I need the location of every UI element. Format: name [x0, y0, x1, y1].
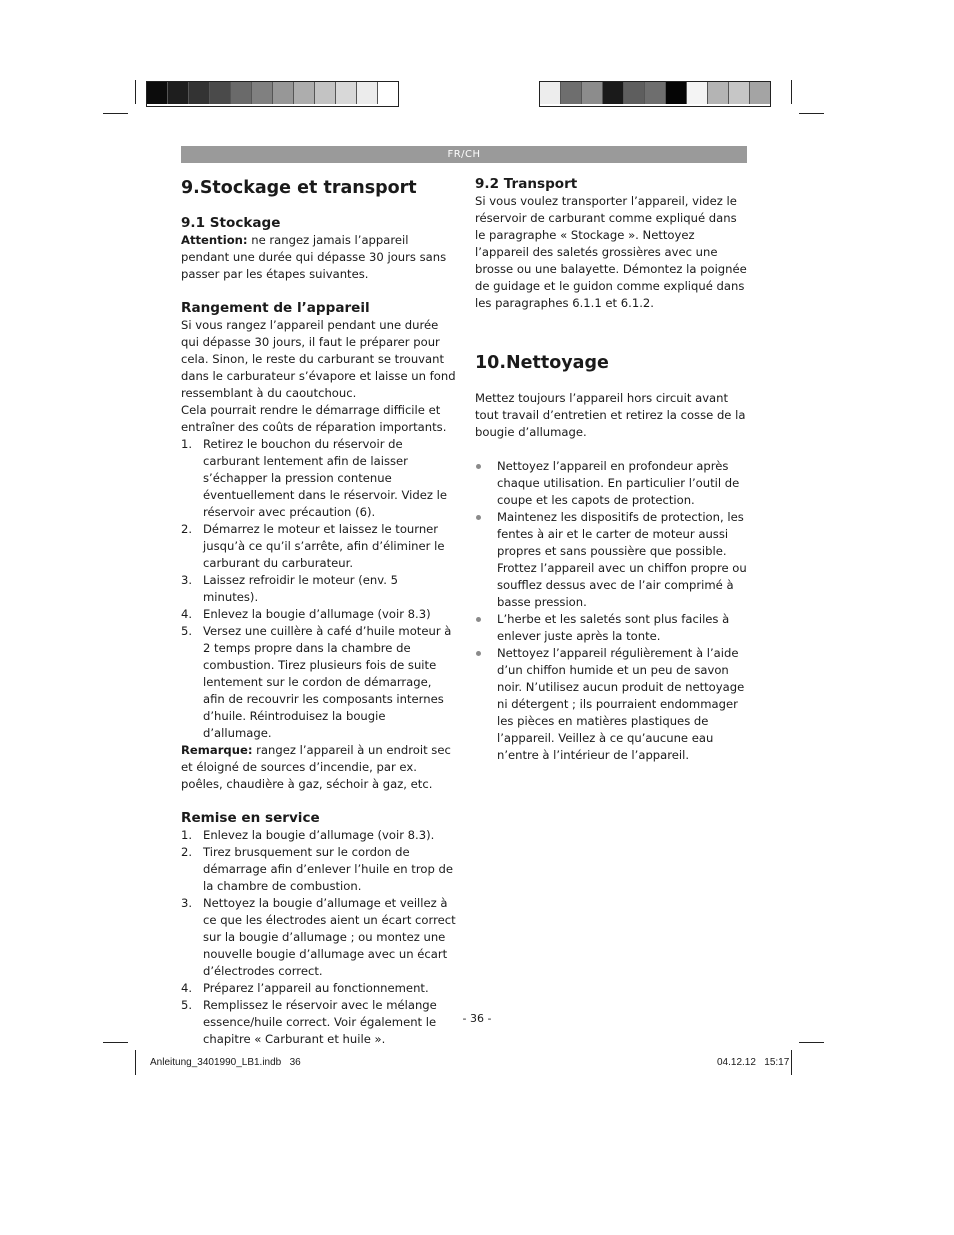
- color-swatch: [147, 82, 168, 104]
- color-swatch: [231, 82, 252, 104]
- color-swatch: [315, 82, 336, 104]
- section-10-title: 10.Nettoyage: [475, 353, 609, 373]
- list-item: 1. Retirez le bouchon du réservoir de carburant lentement afin de laisser s’échapper la pression contenue éventuellement dans le réservoir. Videz le réservoir avec précaution (6).: [181, 437, 448, 519]
- list-item: 2. Tirez brusquement sur le cordon de démarrage afin d’enlever l’huile en trop de la chambre de combustion.: [181, 845, 453, 893]
- footer-file-info: Anleitung_3401990_LB1.indb 36: [150, 1057, 301, 1068]
- color-swatch: [666, 82, 687, 104]
- list-item: 3. Laissez refroidir le moteur (env. 5 minutes).: [181, 573, 398, 604]
- rangement-steps: [181, 436, 456, 742]
- remark-label: Remarque:: [181, 743, 253, 757]
- page-number: - 36 -: [462, 1012, 492, 1025]
- color-bar-left: [146, 81, 399, 107]
- left-column: [181, 176, 456, 1048]
- color-swatch: [357, 82, 378, 104]
- footer-timestamp: 04.12.12 15:17: [717, 1057, 790, 1068]
- color-bar-right: [539, 81, 771, 107]
- bullet-icon: [476, 515, 481, 520]
- list-item: 4. Enlevez la bougie d’allumage (voir 8.3): [181, 607, 431, 621]
- remark-text: rangez l’appareil à un endroit sec et éloigné de sources d’incendie, par ex. poêles, chaudière à gaz, séchoir à gaz, etc.: [181, 743, 451, 791]
- remise-subtitle: Remise en service: [181, 810, 320, 826]
- color-swatch: [273, 82, 294, 104]
- transport-subtitle: 9.2 Transport: [475, 176, 578, 192]
- list-item: Nettoyez l’appareil régulièrement à l’aide d’un chiffon humide et un peu de savon noir. N’utilisez aucun produit de nettoyage ni détergent ; ils pourraient endommager les pièces en matières plastiques de l’appareil. Veillez à ce qu’aucune eau n’entre à l’intérieur de l’appareil.: [475, 645, 749, 764]
- color-swatch: [603, 82, 624, 104]
- crop-mark-bottom-left-h: [103, 1042, 128, 1043]
- bullet-icon: [476, 617, 481, 622]
- transport-paragraph: Si vous voulez transporter l’appareil, videz le réservoir de carburant comme expliqué dans le paragraphe « Stockage ». Nettoyez l’appareil des saletés grossières avec une brosse ou une balayette. Démontez la poignée de guidage et le guidon comme expliqué dans les paragraphes 6.1.1 et 6.1.2.: [475, 194, 747, 310]
- remark-paragraph: [181, 742, 456, 793]
- list-item: 4. Préparez l’appareil au fonctionnement.: [181, 981, 429, 995]
- rangement-paragraph-1: Si vous rangez l’appareil pendant une durée qui dépasse 30 jours, il faut le préparer pour cela. Sinon, le reste du carburant se trouvant dans le carburateur s’évapore et laisse un fond ressemblant à du caoutchouc.: [181, 318, 456, 400]
- color-swatch: [729, 82, 750, 104]
- crop-mark-bottom-left-v: [135, 1050, 136, 1075]
- color-swatch: [561, 82, 582, 104]
- list-item: 5. Versez une cuillère à café d’huile moteur à 2 temps propre dans la chambre de combustion. Tirez plusieurs fois de suite lentement sur le cordon de démarrage, afin de recouvrir les composants internes d’huile. Réintroduisez la bougie d’allumage.: [181, 624, 452, 740]
- list-item: Nettoyez l’appareil en profondeur après chaque utilisation. En particulier l’outil de coupe et les capots de protection.: [475, 458, 749, 509]
- crop-mark-top-left-v: [135, 80, 136, 104]
- color-swatch: [378, 82, 398, 104]
- color-swatch: [540, 82, 561, 104]
- list-item: 5. Remplissez le réservoir avec le mélange essence/huile correct. Voir également le chapitre « Carburant et huile ».: [181, 998, 437, 1046]
- right-column: [475, 176, 749, 764]
- list-item: 3. Nettoyez la bougie d’allumage et veillez à ce que les électrodes aient un écart correct sur la bougie d’allumage ; ou montez une nouvelle bougie d’allumage avec un écart d’électrodes correct.: [181, 896, 456, 978]
- list-item: L’herbe et les saletés sont plus faciles à enlever juste après la tonte.: [475, 611, 749, 645]
- crop-mark-bottom-right-h: [799, 1042, 824, 1043]
- nettoyage-bullets: [475, 458, 749, 764]
- rangement-subtitle: Rangement de l’appareil: [181, 300, 370, 316]
- attention-text: ne rangez jamais l’appareil pendant une durée qui dépasse 30 jours sans passer par les étapes suivantes.: [181, 233, 447, 281]
- crop-mark-top-right-h: [799, 113, 824, 114]
- section-9-title: 9.Stockage et transport: [181, 178, 417, 198]
- color-swatch: [687, 82, 708, 104]
- bullet-icon: [476, 464, 481, 469]
- color-swatch: [708, 82, 729, 104]
- crop-mark-top-right-v: [791, 80, 792, 104]
- color-swatch: [336, 82, 357, 104]
- color-swatch: [582, 82, 603, 104]
- color-swatch: [168, 82, 189, 104]
- color-swatch: [624, 82, 645, 104]
- attention-paragraph: [181, 232, 456, 283]
- list-item: 1. Enlevez la bougie d’allumage (voir 8.3).: [181, 828, 435, 842]
- rangement-paragraph-2: Cela pourrait rendre le démarrage difficile et entraîner des coûts de réparation importants.: [181, 403, 447, 434]
- color-swatch: [210, 82, 231, 104]
- color-swatch: [294, 82, 315, 104]
- language-header-bar: FR/CH: [181, 146, 747, 163]
- color-swatch: [252, 82, 273, 104]
- nettoyage-intro: Mettez toujours l’appareil hors circuit avant tout travail d’entretien et retirez la cosse de la bougie d’allumage.: [475, 391, 746, 439]
- color-swatch: [189, 82, 210, 104]
- attention-label: Attention:: [181, 233, 248, 247]
- list-item: 2. Démarrez le moteur et laissez le tourner jusqu’à ce qu’il s’arrête, afin d’éliminer le carburant du carburateur.: [181, 522, 445, 570]
- list-item: Maintenez les dispositifs de protection, les fentes à air et le carter de moteur aussi propres et sans poussière que possible. Frottez l’appareil avec un chiffon propre ou soufflez dessus avec de l’air comprimé à basse pression.: [475, 509, 749, 611]
- crop-mark-bottom-right-v: [791, 1050, 792, 1075]
- crop-mark-top-left-h: [103, 113, 128, 114]
- color-swatch: [750, 82, 770, 104]
- stockage-subtitle: 9.1 Stockage: [181, 215, 281, 231]
- bullet-icon: [476, 651, 481, 656]
- color-swatch: [645, 82, 666, 104]
